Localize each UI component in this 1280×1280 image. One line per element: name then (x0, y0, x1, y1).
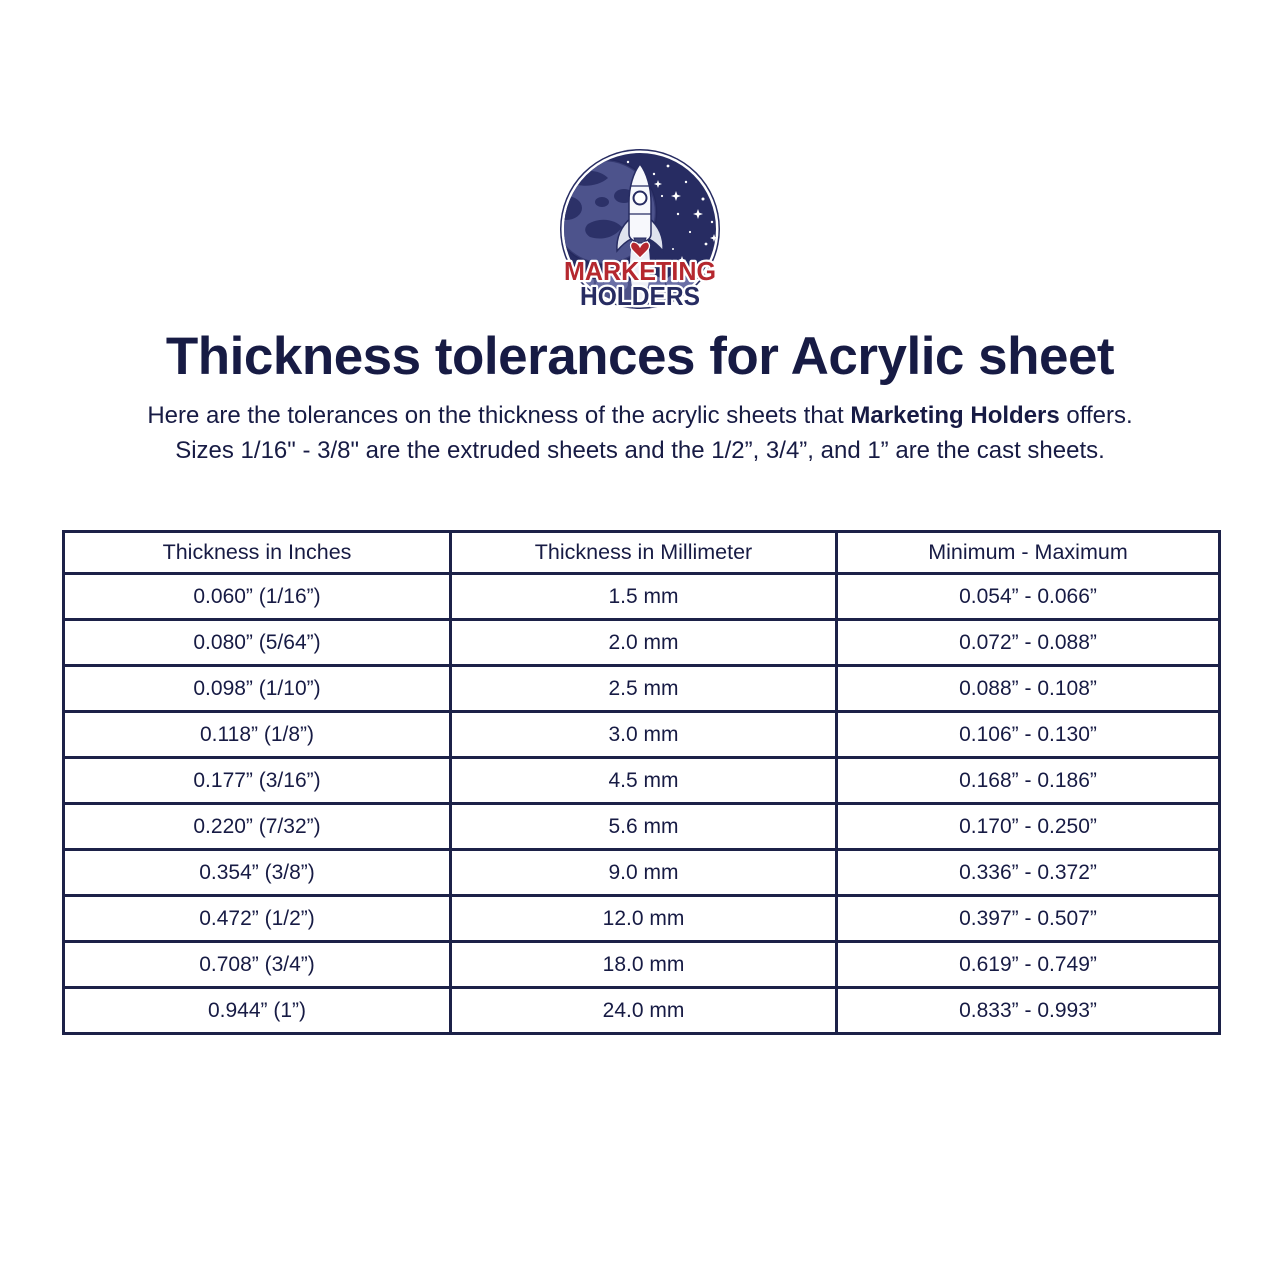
cell-thickness-mm: 18.0 mm (451, 942, 837, 988)
cell-thickness-inches: 0.472” (1/2”) (64, 896, 451, 942)
cell-thickness-mm: 3.0 mm (451, 712, 837, 758)
cell-min-max: 0.088” - 0.108” (837, 666, 1220, 712)
cell-min-max: 0.106” - 0.130” (837, 712, 1220, 758)
cell-thickness-inches: 0.220” (7/32”) (64, 804, 451, 850)
table-row (64, 574, 1220, 620)
table-row (64, 804, 1220, 850)
cell-min-max: 0.619” - 0.749” (837, 942, 1220, 988)
subtitle-line2: Sizes 1/16" - 3/8" are the extruded sheets and the 1/2”, 3/4”, and 1” are the cast sheets. (175, 437, 1105, 464)
cell-min-max: 0.397” - 0.507” (837, 896, 1220, 942)
table-row (64, 620, 1220, 666)
cell-thickness-inches: 0.708” (3/4”) (64, 942, 451, 988)
logo-brand-line1: MARKETING (564, 256, 716, 286)
col-header-min-max: Minimum - Maximum (837, 532, 1220, 574)
table-row (64, 942, 1220, 988)
cell-thickness-inches: 0.118” (1/8”) (64, 712, 451, 758)
col-header-thickness-mm: Thickness in Millimeter (451, 532, 837, 574)
table-row (64, 666, 1220, 712)
cell-thickness-mm: 24.0 mm (451, 988, 837, 1034)
cell-thickness-mm: 5.6 mm (451, 804, 837, 850)
cell-thickness-inches: 0.080” (5/64”) (64, 620, 451, 666)
logo-badge (530, 144, 750, 322)
col-header-thickness-inches: Thickness in Inches (64, 532, 451, 574)
table-row (64, 896, 1220, 942)
rocket-porthole (634, 192, 647, 205)
cell-thickness-mm: 9.0 mm (451, 850, 837, 896)
table-row (64, 758, 1220, 804)
marketing-holders-logo (530, 144, 750, 322)
cell-min-max: 0.072” - 0.088” (837, 620, 1220, 666)
cell-thickness-inches: 0.354” (3/8”) (64, 850, 451, 896)
page-subtitle (0, 398, 1280, 468)
cell-min-max: 0.833” - 0.993” (837, 988, 1220, 1034)
subtitle-line1-prefix: Here are the tolerances on the thickness of the acrylic sheets that (147, 402, 851, 429)
cell-min-max: 0.054” - 0.066” (837, 574, 1220, 620)
table-header-row (64, 532, 1220, 574)
cell-thickness-inches: 0.944” (1”) (64, 988, 451, 1034)
table-row (64, 850, 1220, 896)
cell-thickness-mm: 4.5 mm (451, 758, 837, 804)
cell-thickness-inches: 0.060” (1/16”) (64, 574, 451, 620)
cell-min-max: 0.336” - 0.372” (837, 850, 1220, 896)
cell-thickness-mm: 2.0 mm (451, 620, 837, 666)
subtitle-brand-bold: Marketing Holders (850, 402, 1060, 429)
table-row (64, 988, 1220, 1034)
cell-thickness-inches: 0.177” (3/16”) (64, 758, 451, 804)
cell-thickness-mm: 2.5 mm (451, 666, 837, 712)
cell-thickness-mm: 1.5 mm (451, 574, 837, 620)
cell-thickness-inches: 0.098” (1/10”) (64, 666, 451, 712)
cell-thickness-mm: 12.0 mm (451, 896, 837, 942)
page-title: Thickness tolerances for Acrylic sheet (165, 327, 1115, 386)
cell-min-max: 0.168” - 0.186” (837, 758, 1220, 804)
subtitle-line1-suffix: offers. (1059, 402, 1133, 429)
tolerance-table (62, 530, 1221, 1035)
cell-min-max: 0.170” - 0.250” (837, 804, 1220, 850)
logo-brand-line2: HOLDERS (580, 281, 700, 311)
table-row (64, 712, 1220, 758)
